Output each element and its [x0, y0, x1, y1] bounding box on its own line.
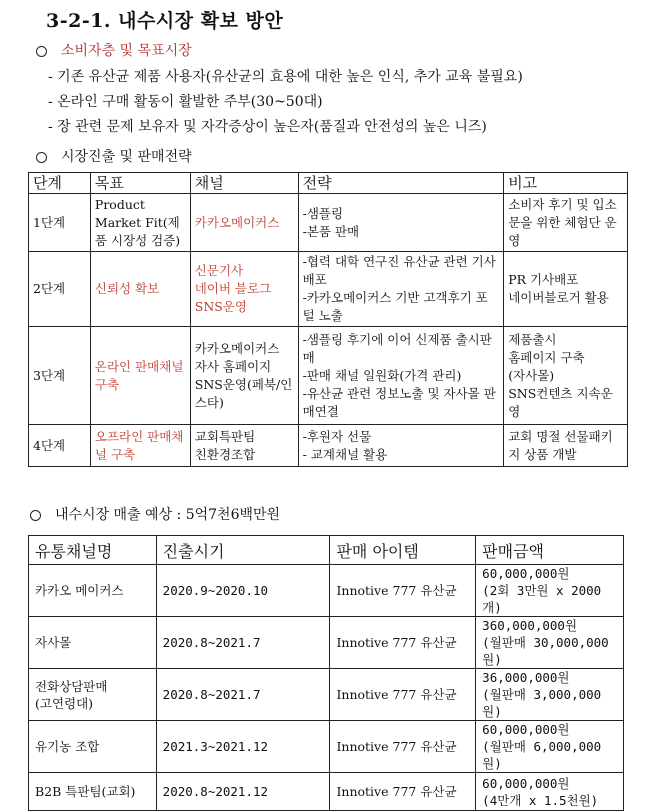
period-cell: 2020.8~2021.7: [156, 669, 330, 721]
amount-detail: (월판매 3,000,000원): [482, 687, 602, 719]
table-row: [29, 721, 624, 773]
amount-cell: [476, 773, 624, 811]
channel-cell: 전화상담판매 (고연령대): [29, 669, 157, 721]
note-cell: 교회 명절 선물패키지 상품 개발: [504, 425, 628, 467]
channel-cell: 자사몰: [29, 617, 157, 669]
goal-cell: 신뢰성 확보: [90, 252, 190, 327]
target-line-3: - 장 관련 문제 보유자 및 자각증상이 높은자(품질과 안전성의 높은 니즈): [48, 119, 487, 135]
strategy-cell: -후원자 선물 - 교계채널 활용: [298, 425, 504, 467]
page-title: 3-2-1. 내수시장 확보 방안: [46, 10, 284, 32]
stage-cell: 1단계: [29, 194, 91, 252]
amount-value: 60,000,000원: [482, 566, 570, 581]
table-header-row: [29, 173, 628, 194]
target-line-2: - 온라인 구매 활동이 활발한 주부(30~50대): [48, 94, 323, 110]
strategy-cell: -샘플링 후기에 이어 신제품 출시판매 -판매 채널 일원화(가격 관리) -유산균 관련 정보노출 및 자사몰 판매연결: [298, 327, 504, 425]
period-cell: 2020.8~2021.12: [156, 773, 330, 811]
amount-detail: (4만개 x 1.5천원): [482, 792, 599, 808]
circle-bullet-icon: [36, 152, 47, 163]
channel-cell: 카카오메이커스: [190, 194, 298, 252]
header-cell: 비고: [504, 173, 628, 194]
sales-table: [28, 535, 624, 811]
amount-cell: [476, 721, 624, 773]
period-cell: 2020.9~2020.10: [156, 565, 330, 617]
channel-cell: B2B 특판팀(교회): [29, 773, 157, 811]
channel-cell: 카카오메이커스 자사 홈페이지 SNS운영(페북/인스타): [190, 327, 298, 425]
section-heading: 시장진출 및 판매전략: [61, 149, 192, 165]
table-row: [29, 252, 628, 327]
strategy-cell: -샘플링 -본품 판매: [298, 194, 504, 252]
goal-cell: 오프라인 판매채널 구축: [90, 425, 190, 467]
strategy-table: [28, 172, 628, 467]
stage-cell: 3단계: [29, 327, 91, 425]
section-sales-forecast: [30, 504, 280, 524]
amount-value: 36,000,000원: [482, 670, 570, 685]
header-cell: 단계: [29, 173, 91, 194]
amount-detail: (월판매 6,000,000원): [482, 739, 602, 771]
table-header-row: [29, 536, 624, 565]
goal-cell: 온라인 판매채널 구축: [90, 327, 190, 425]
header-cell: 판매금액: [476, 536, 624, 565]
amount-value: 60,000,000원: [482, 722, 570, 737]
item-cell: Innotive 777 유산균: [330, 565, 476, 617]
goal-cell: Product Market Fit(제품 시장성 검증): [90, 194, 190, 252]
note-cell: 소비자 후기 및 입소문을 위한 체험단 운영: [504, 194, 628, 252]
item-cell: Innotive 777 유산균: [330, 773, 476, 811]
period-cell: 2020.8~2021.7: [156, 617, 330, 669]
channel-cell: 유기농 조합: [29, 721, 157, 773]
circle-bullet-icon: [36, 46, 47, 57]
table-row: [29, 425, 628, 467]
channel-cell: 카카오 메이커스: [29, 565, 157, 617]
amount-cell: [476, 617, 624, 669]
section-heading: 내수시장 매출 예상 : 5억7천6백만원: [55, 507, 281, 523]
target-line-1: - 기존 유산균 제품 사용자(유산균의 효용에 대한 높은 인식, 추가 교육 불필요): [48, 69, 523, 85]
channel-cell: 교회특판팀 친환경조합: [190, 425, 298, 467]
channel-cell: 신문기사 네이버 블로그 SNS운영: [190, 252, 298, 327]
circle-bullet-icon: [30, 510, 41, 521]
section-target-market: [36, 40, 192, 60]
item-cell: Innotive 777 유산균: [330, 721, 476, 773]
note-cell: 제품출시 홈페이지 구축 (자사몰) SNS컨텐츠 지속운영: [504, 327, 628, 425]
header-cell: 전략: [298, 173, 504, 194]
table-row: [29, 617, 624, 669]
header-cell: 목표: [90, 173, 190, 194]
table-row: [29, 327, 628, 425]
header-cell: 유통채널명: [29, 536, 157, 565]
note-cell: PR 기사배포 네이버블로거 활용: [504, 252, 628, 327]
amount-detail: (월판매 30,000,000원): [482, 635, 609, 667]
item-cell: Innotive 777 유산균: [330, 617, 476, 669]
amount-detail: (2회 3만원 x 2000개): [482, 583, 602, 615]
table-row: [29, 669, 624, 721]
stage-cell: 4단계: [29, 425, 91, 467]
table-row: [29, 194, 628, 252]
section-strategy: [36, 146, 192, 166]
table-row: [29, 773, 624, 811]
table-row: [29, 565, 624, 617]
amount-value: 60,000,000원: [482, 775, 570, 791]
stage-cell: 2단계: [29, 252, 91, 327]
header-cell: 채널: [190, 173, 298, 194]
amount-cell: [476, 565, 624, 617]
item-cell: Innotive 777 유산균: [330, 669, 476, 721]
header-cell: 진출시기: [156, 536, 330, 565]
section-heading: 소비자층 및 목표시장: [61, 43, 192, 59]
amount-value: 360,000,000원: [482, 618, 578, 633]
strategy-cell: -협력 대학 연구진 유산균 관련 기사 배포 -카카오메이커스 기반 고객후기 포털 노출: [298, 252, 504, 327]
period-cell: 2021.3~2021.12: [156, 721, 330, 773]
amount-cell: [476, 669, 624, 721]
header-cell: 판매 아이템: [330, 536, 476, 565]
